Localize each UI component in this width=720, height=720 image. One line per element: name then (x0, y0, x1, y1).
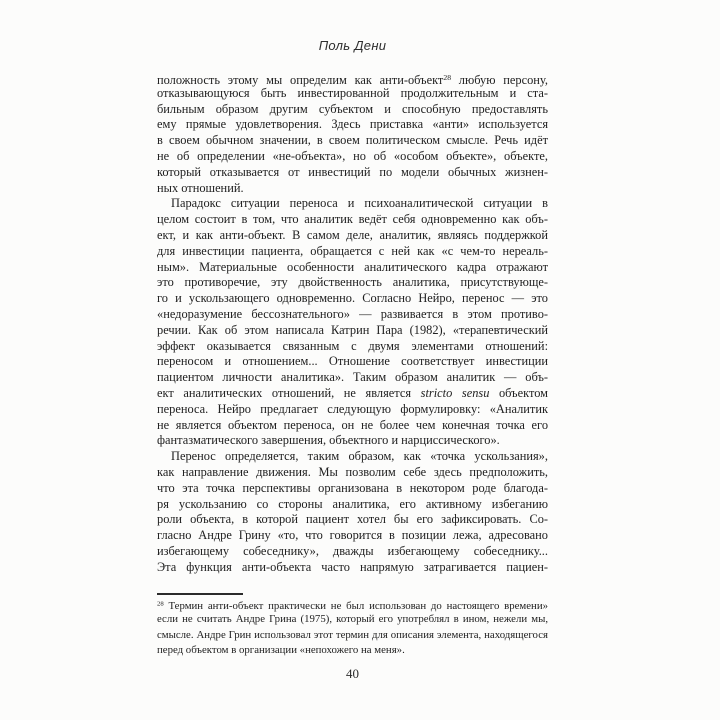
text-line: ным». Материальные особенности аналитического кадра отражают (157, 259, 548, 274)
text-line: ему прямые удовлетворения. Здесь приставка «анти» используется (157, 117, 549, 132)
text-line: смысле. Андре Грин использовал этот термин для описания элемента, находящегося (157, 628, 548, 641)
text-line: для инвестиции пациента, обращается с ней как «с чем-то нереаль- (157, 243, 548, 258)
text-line: бильным образом другим субъектом и способную предоставлять (157, 101, 548, 116)
text-line: если не считать Андре Грина (1975), который его употреблял в ином, нежели мы, (157, 613, 549, 626)
text-line: ект аналитических отношений, не является stricto sensu объектом (157, 385, 548, 400)
text-line: положность этому мы определим как анти-объект$^{28}$ любую персону, (157, 72, 548, 87)
text-line: эффект оказывается связанным с двумя элементами отношений: (157, 338, 549, 353)
text-line: Парадокс ситуации переноса и психоаналитической ситуации в (171, 196, 549, 211)
text-line: перед объектом в организации «непохожего на меня». (157, 644, 405, 657)
text-line: ных отношений. (157, 180, 244, 195)
text-line: что эта точка перспективы организована в некотором роде благода- (157, 480, 548, 495)
text-line: избегающему собеседнику», дважды избегающему собеседнику... (157, 543, 548, 558)
text-line: пациентом личности аналитика». Таким образом аналитик — объ- (157, 370, 548, 385)
page-number: 40 (346, 666, 359, 681)
text-line: в своем обычном значении, в своем политическом смысле. Речь идёт (157, 133, 548, 148)
text-line: гласно Андре Грину «то, что говорится в позиции лежа, адресовано (157, 528, 549, 543)
text-line: переноса. Нейро предлагает следующую формулировку: «Аналитик (157, 401, 548, 416)
text-line: Эта функция анти-объекта часто напрямую затрагивается пациен- (157, 559, 548, 574)
text-line: «недоразумение бессознательного» — развивается в этом противо- (157, 306, 549, 321)
running-head: Поль Дени (318, 38, 387, 53)
footnote-marker: 28 (443, 73, 452, 82)
text-line: ря ускользанию со стороны аналитика, его активному избеганию (157, 496, 549, 511)
footnote (157, 597, 548, 659)
text-line: роли объекта, в которой пациент хотел бы его зафиксировать. Со- (157, 512, 549, 527)
text-line: Перенос определяется, таким образом, как «точка ускользания», (171, 449, 548, 464)
text-line: го и ускользающего одновременно. Согласно Нейро, перенос — это (157, 291, 548, 306)
text-line: целом состоит в том, что аналитик ведёт себя одновременно как объ- (157, 212, 548, 227)
text-line: не об определении «не-объекта», но об «особом объекте», объекте, (157, 148, 548, 163)
text-line: отказывающуюся быть инвестированной продолжительным и ста- (157, 85, 548, 100)
text-line: переносом и отношением... Отношение соответствует инвестиции (157, 354, 548, 369)
text-line: речии. Как об этом написала Катрин Пара (1982), «терапевтический (157, 322, 549, 337)
text-line: ект, и как анти-объект. В самом деле, аналитик, являясь поддержкой (157, 227, 548, 242)
body-text (157, 70, 548, 576)
text-line: $^{28}$ Термин анти-объект практически не был использован до настоящего времени» (157, 600, 549, 613)
text-line: как направление движения. Мы позволим себе здесь предположить, (157, 464, 548, 479)
text-line: фантазматического завершения, объектного и нарциссического». (157, 433, 500, 448)
text-line: это противоречие, эту двойственность аналитика, присутствующе- (157, 275, 548, 290)
footnote-rule (157, 593, 243, 595)
text-line: который отказывается от инвестиций по модели обычных жизнен- (157, 164, 549, 179)
footnote-marker: 28 (157, 601, 164, 608)
text-line: не является объектом переноса, он не более чем конечная точка его (157, 417, 549, 432)
